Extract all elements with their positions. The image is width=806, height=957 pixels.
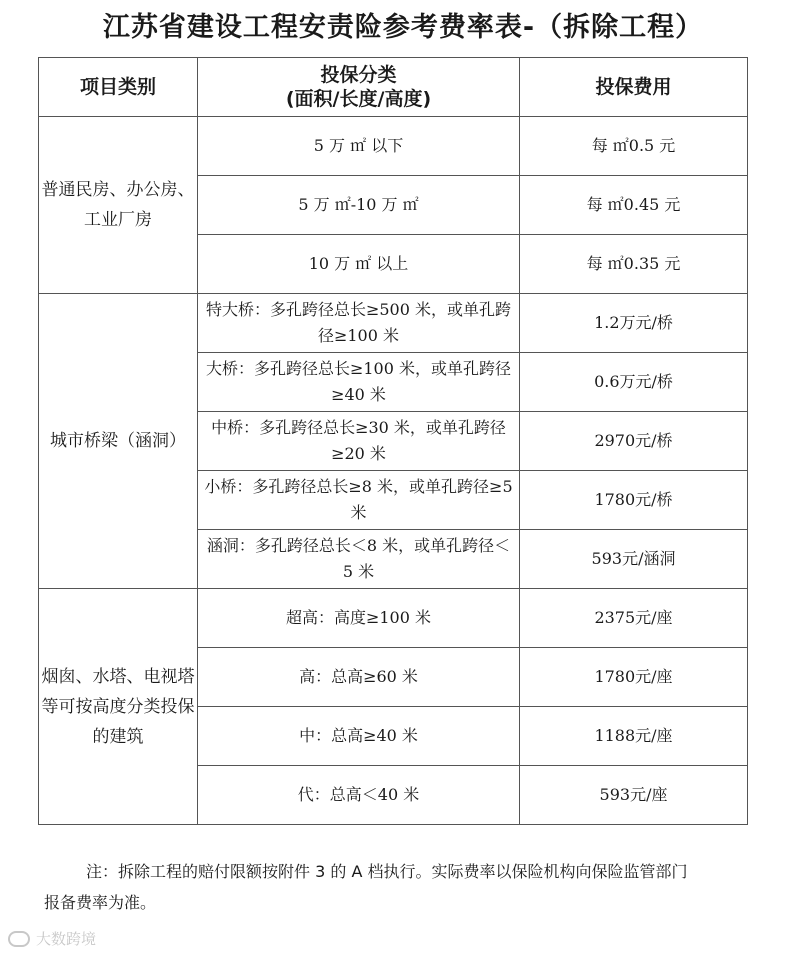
classification-cell: 中：总高≥40 米 <box>198 707 520 766</box>
classification-cell: 5 万 ㎡ 以下 <box>198 117 520 176</box>
fee-cell: 1780元/桥 <box>520 471 748 530</box>
footnote-line1: 注：拆除工程的赔付限额按附件 3 的 A 档执行。实际费率以保险机构向保险监管部门 <box>86 862 688 881</box>
fee-cell: 1.2万元/桥 <box>520 294 748 353</box>
document-title: 江苏省建设工程安责险参考费率表-（拆除工程） <box>102 12 704 43</box>
classification-cell: 特大桥：多孔跨径总长≥500 米，或单孔跨径≥100 米 <box>198 294 520 353</box>
classification-cell: 涵洞：多孔跨径总长＜8 米，或单孔跨径＜5 米 <box>198 530 520 589</box>
header-classification <box>198 58 520 117</box>
classification-cell: 高：总高≥60 米 <box>198 648 520 707</box>
fee-cell: 每 ㎡0.45 元 <box>520 176 748 235</box>
fee-cell: 每 ㎡0.35 元 <box>520 235 748 294</box>
header-category: 项目类别 <box>39 58 198 117</box>
fee-cell: 1780元/座 <box>520 648 748 707</box>
table-row <box>39 117 748 176</box>
fee-cell: 1188元/座 <box>520 707 748 766</box>
table-row <box>39 294 748 353</box>
fee-cell: 593元/涵洞 <box>520 530 748 589</box>
fee-cell: 0.6万元/桥 <box>520 353 748 412</box>
fee-cell: 593元/座 <box>520 766 748 825</box>
header-classification-line1: 投保分类 <box>320 64 397 86</box>
classification-cell: 小桥：多孔跨径总长≥8 米，或单孔跨径≥5 米 <box>198 471 520 530</box>
classification-cell: 代：总高＜40 米 <box>198 766 520 825</box>
header-classification-line2: (面积/长度/高度) <box>285 88 432 110</box>
classification-cell: 5 万 ㎡-10 万 ㎡ <box>198 176 520 235</box>
category-cell: 普通民房、办公房、工业厂房 <box>39 117 198 294</box>
header-fee: 投保费用 <box>520 58 748 117</box>
rate-table <box>38 57 748 825</box>
category-cell: 烟囱、水塔、电视塔等可按高度分类投保的建筑 <box>39 589 198 825</box>
footnote-line2: 报备费率为准。 <box>44 893 157 912</box>
table-row <box>39 589 748 648</box>
fee-cell: 2970元/桥 <box>520 412 748 471</box>
classification-cell: 中桥：多孔跨径总长≥30 米，或单孔跨径≥20 米 <box>198 412 520 471</box>
classification-cell: 10 万 ㎡ 以上 <box>198 235 520 294</box>
fee-cell: 每 ㎡0.5 元 <box>520 117 748 176</box>
watermark <box>8 928 96 949</box>
category-cell: 城市桥梁（涵洞） <box>39 294 198 589</box>
classification-cell: 大桥：多孔跨径总长≥100 米，或单孔跨径≥40 米 <box>198 353 520 412</box>
watermark-logo-icon <box>8 931 30 947</box>
watermark-text: 大数跨境 <box>36 930 97 948</box>
classification-cell: 超高：高度≥100 米 <box>198 589 520 648</box>
table-header-row <box>39 58 748 117</box>
fee-cell: 2375元/座 <box>520 589 748 648</box>
